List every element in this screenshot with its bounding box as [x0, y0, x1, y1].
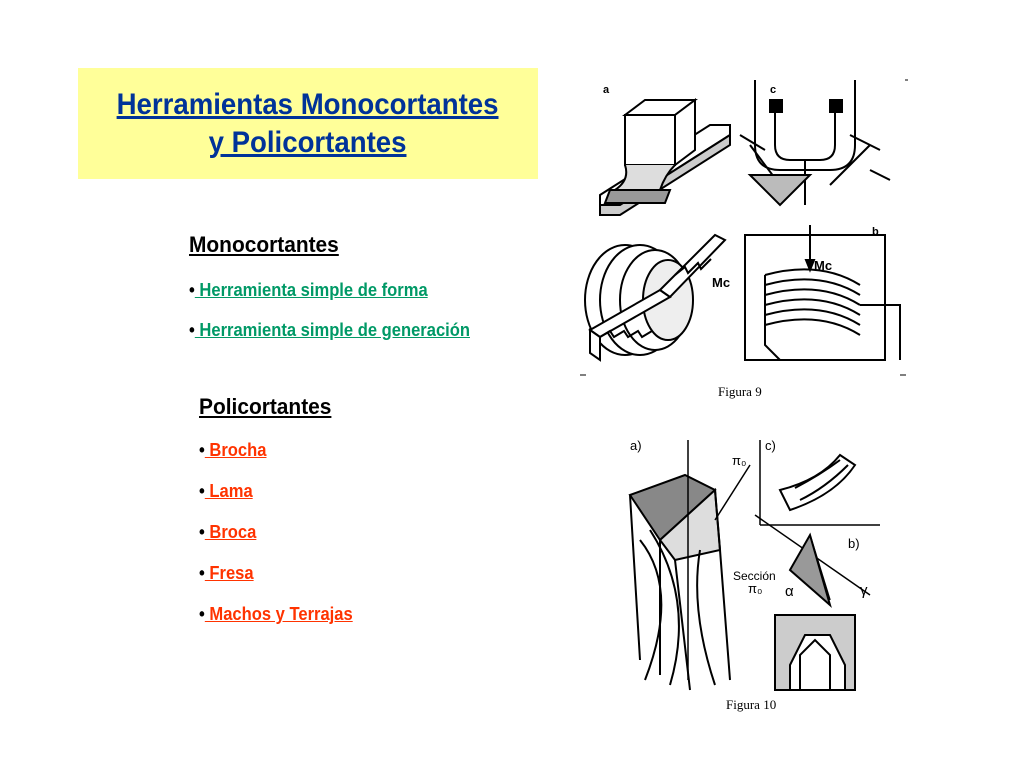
figure-10-caption: Figura 10	[726, 697, 777, 712]
bullet-dot: •	[199, 481, 205, 501]
list-item	[199, 440, 266, 461]
bullet-dot: •	[189, 320, 195, 340]
list-item	[199, 522, 256, 543]
bullet-dot: •	[199, 440, 205, 460]
fig10-label-a: a)	[630, 438, 642, 453]
link-brocha[interactable]: Brocha	[204, 440, 267, 460]
bullet-dot: •	[199, 563, 205, 583]
list-item	[189, 320, 470, 341]
bullet-dot: •	[199, 522, 205, 542]
link-broca[interactable]: Broca	[204, 522, 257, 542]
link-herramienta-generacion[interactable]: Herramienta simple de generación	[194, 320, 470, 340]
bullet-dot: •	[199, 604, 205, 624]
figure-9-illustration	[570, 75, 910, 380]
monocortantes-heading: Monocortantes	[189, 232, 339, 257]
fig10-label-alpha: α	[785, 583, 794, 600]
fig9-label-c: c	[770, 84, 777, 96]
fig10-label-c: c)	[765, 438, 776, 453]
fig10-label-pi2: π₀	[748, 581, 763, 596]
link-herramienta-forma[interactable]: Herramienta simple de forma	[194, 280, 428, 300]
list-item	[199, 604, 353, 625]
fig10-label-seccion: Sección	[733, 569, 776, 583]
link-machos-terrajas[interactable]: Machos y Terrajas	[204, 604, 353, 624]
figure-9-caption: Figura 9	[718, 384, 762, 399]
fig10-label-pi1: π₀	[732, 453, 747, 468]
list-item	[189, 280, 428, 301]
title-box	[78, 68, 538, 179]
link-lama[interactable]: Lama	[204, 481, 253, 501]
fig10-label-gamma: γ	[860, 582, 868, 599]
fig9-label-mc2: Mc	[814, 258, 833, 273]
fig9-label-a: a	[603, 84, 610, 96]
figure-10-illustration	[620, 430, 890, 695]
title-line-2: y Policortantes	[209, 125, 407, 159]
list-item	[199, 481, 253, 502]
title-line-1: Herramientas Monocortantes	[117, 87, 499, 121]
fig9-label-b: b	[872, 226, 879, 238]
policortantes-heading: Policortantes	[199, 394, 332, 419]
list-item	[199, 563, 254, 584]
fig10-label-b: b)	[848, 536, 860, 551]
fig9-label-mc1: Mc	[712, 275, 731, 290]
link-fresa[interactable]: Fresa	[204, 563, 254, 583]
bullet-dot: •	[189, 280, 195, 300]
